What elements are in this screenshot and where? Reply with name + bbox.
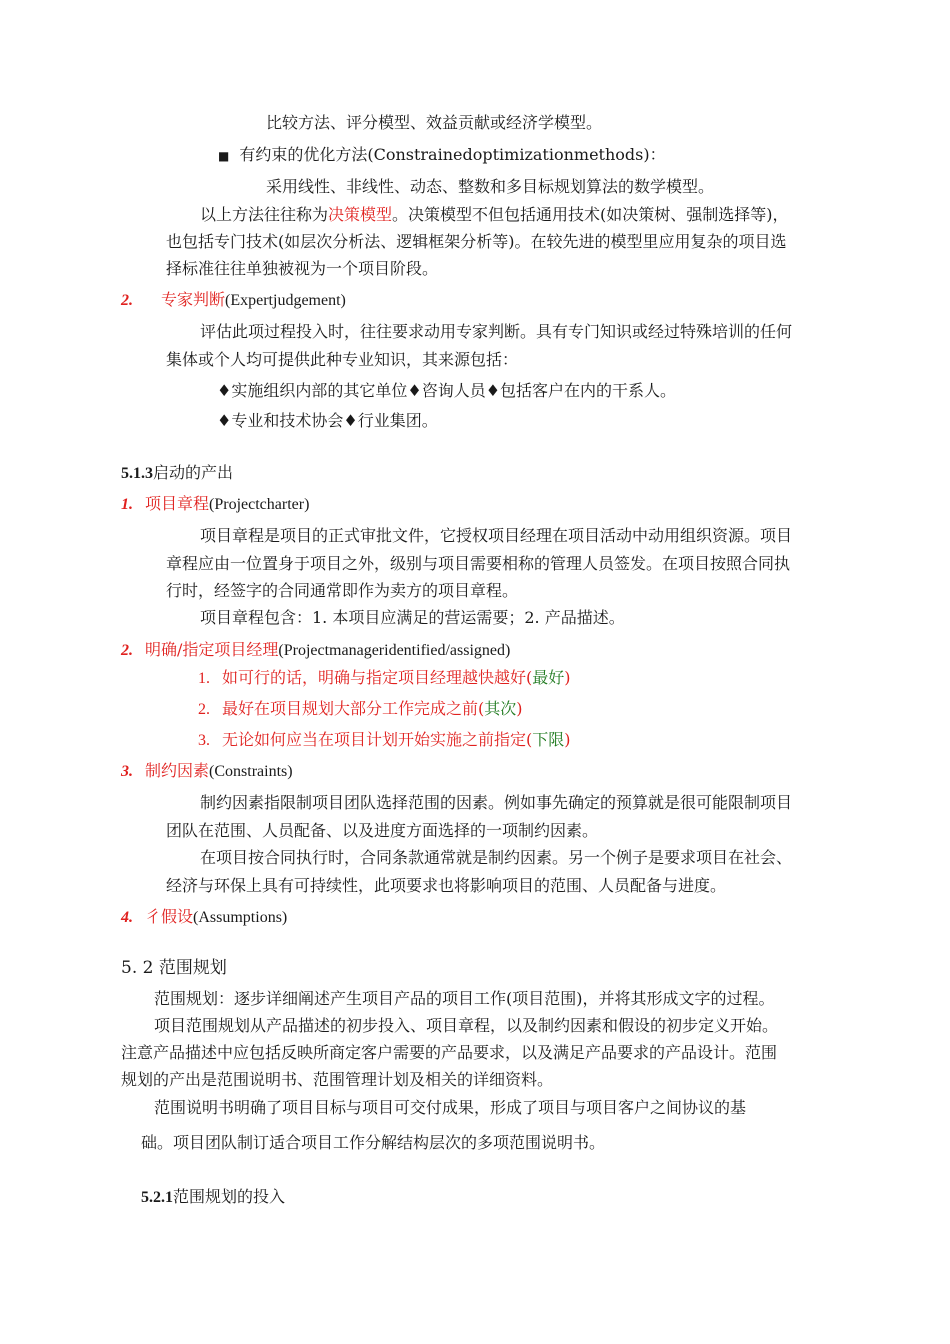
section-number: 5.1.3: [121, 465, 153, 482]
text-line: 经济与环保上具有可持续性，此项要求也将影响项目的范围、人员配备与进度。: [166, 876, 727, 895]
list-number: 1.: [198, 670, 210, 687]
text-line: 行时，经签字的合同通常即作为卖方的项目章程。: [166, 581, 519, 600]
text-line: 也包括专门技术(如层次分析法、逻辑框架分析等)。在较先进的模型里应用复杂的项目选: [166, 232, 787, 251]
heading-title: 彳假设: [145, 907, 194, 926]
list-item: [198, 699, 523, 720]
text-line: 注意产品描述中应包括反映所商定客户需要的产品要求，以及满足产品要求的产品设计。范围: [121, 1043, 778, 1062]
numbered-heading: [121, 761, 293, 782]
list-number: 3.: [198, 732, 210, 749]
text-line: 项目章程包含：1. 本项目应满足的营运需要；2. 产品描述。: [200, 608, 625, 627]
section-heading: [141, 1187, 285, 1208]
paren: (: [526, 730, 533, 749]
numbered-heading: [121, 494, 309, 515]
bullet-text: 有约束的优化方法(Constrainedoptimizationmethods)：: [239, 145, 666, 164]
text-line: 章程应由一位置身于项目之外，级别与项目需要相称的管理人员签发。在项目按照合同执: [166, 554, 791, 573]
text-line: 比较方法、评分模型、效益贡献或经济学模型。: [266, 113, 603, 132]
text-line: 范围规划：逐步详细阐述产生项目产品的项目工作(项目范围)，并将其形成文字的过程。: [154, 989, 775, 1008]
numbered-heading: [121, 290, 346, 311]
heading-english: (Constraints): [209, 763, 293, 780]
text-line: 在项目按合同执行时，合同条款通常就是制约因素。另一个例子是要求项目在社会、: [200, 848, 793, 867]
numbered-heading: [121, 907, 287, 928]
list-text: 无论如何应当在项目计划开始实施之前指定: [222, 730, 527, 749]
heading-number: 2.: [121, 292, 133, 309]
paren: (: [526, 668, 533, 687]
square-bullet-icon: ■: [218, 149, 230, 163]
text-line: 项目章程是项目的正式审批文件，它授权项目经理在项目活动中动用组织资源。项目: [200, 526, 793, 545]
heading-title: 项目章程: [145, 494, 210, 513]
heading-number: 2.: [121, 642, 133, 659]
paren: ): [564, 730, 571, 749]
text-line: 团队在范围、人员配备、以及进度方面选择的一项制约因素。: [166, 821, 599, 840]
list-item: [198, 668, 571, 689]
section-number: 5.2.1: [141, 1189, 173, 1206]
highlight-term: 决策模型: [328, 205, 393, 224]
text-line: [200, 205, 789, 225]
list-text: 如可行的话，明确与指定项目经理越快越好: [222, 668, 527, 687]
text-line: 制约因素指限制项目团队选择范围的因素。例如事先确定的预算就是很可能限制项目: [200, 793, 793, 812]
heading-number: 4.: [121, 909, 133, 926]
heading-number: 1.: [121, 496, 133, 513]
text-line: 础。项目团队制订适合项目工作分解结构层次的多项范围说明书。: [141, 1133, 606, 1152]
paren: ): [516, 699, 523, 718]
heading-title: 明确/指定项目经理: [145, 640, 279, 659]
text-line: 采用线性、非线性、动态、整数和多目标规划算法的数学模型。: [266, 177, 715, 196]
heading-title: 制约因素: [145, 761, 210, 780]
text-line: 择标准往往单独被视为一个项目阶段。: [166, 259, 439, 278]
text-span: 以上方法往往称为: [200, 205, 329, 224]
text-line: 项目范围规划从产品描述的初步投入、项目章程，以及制约因素和假设的初步定义开始。: [154, 1016, 779, 1035]
paren: ): [564, 668, 571, 687]
heading-english: (Expertjudgement): [225, 292, 346, 309]
heading-english: (Projectcharter): [209, 496, 310, 513]
text-line: 规划的产出是范围说明书、范围管理计划及相关的详细资料。: [121, 1070, 554, 1089]
numbered-heading: [121, 640, 510, 661]
list-text: 最好在项目规划大部分工作完成之前: [222, 699, 479, 718]
priority-note: 最好: [532, 668, 565, 687]
list-item: [198, 730, 571, 751]
text-line: 范围说明书明确了项目目标与项目可交付成果，形成了项目与项目客户之间协议的基: [154, 1098, 747, 1117]
section-title: 启动的产出: [153, 463, 234, 482]
bullet-item: [218, 145, 666, 166]
section-heading: 5. 2 范围规划: [121, 958, 227, 978]
text-line: 评估此项过程投入时，往往要求动用专家判断。具有专门知识或经过特殊培训的任何: [200, 322, 793, 341]
section-heading: [121, 463, 233, 484]
section-title: 范围规划的投入: [173, 1187, 286, 1206]
heading-number: 3.: [121, 763, 133, 780]
list-item: ♦实施组织内部的其它单位♦咨询人员♦包括客户在内的干系人。: [217, 381, 677, 400]
heading-title: 专家判断: [161, 290, 226, 309]
heading-english: (Projectmanageridentified/assigned): [278, 642, 511, 659]
text-span: 。决策模型不但包括通用技术(如决策树、强制选择等)，: [392, 205, 789, 224]
text-line: 集体或个人均可提供此种专业知识，其来源包括：: [166, 350, 519, 369]
heading-english: (Assumptions): [193, 909, 288, 926]
priority-note: 其次: [484, 699, 517, 718]
priority-note: 下限: [532, 730, 565, 749]
paren: (: [478, 699, 485, 718]
list-item: ♦专业和技术协会♦行业集团。: [217, 411, 438, 430]
list-number: 2.: [198, 701, 210, 718]
